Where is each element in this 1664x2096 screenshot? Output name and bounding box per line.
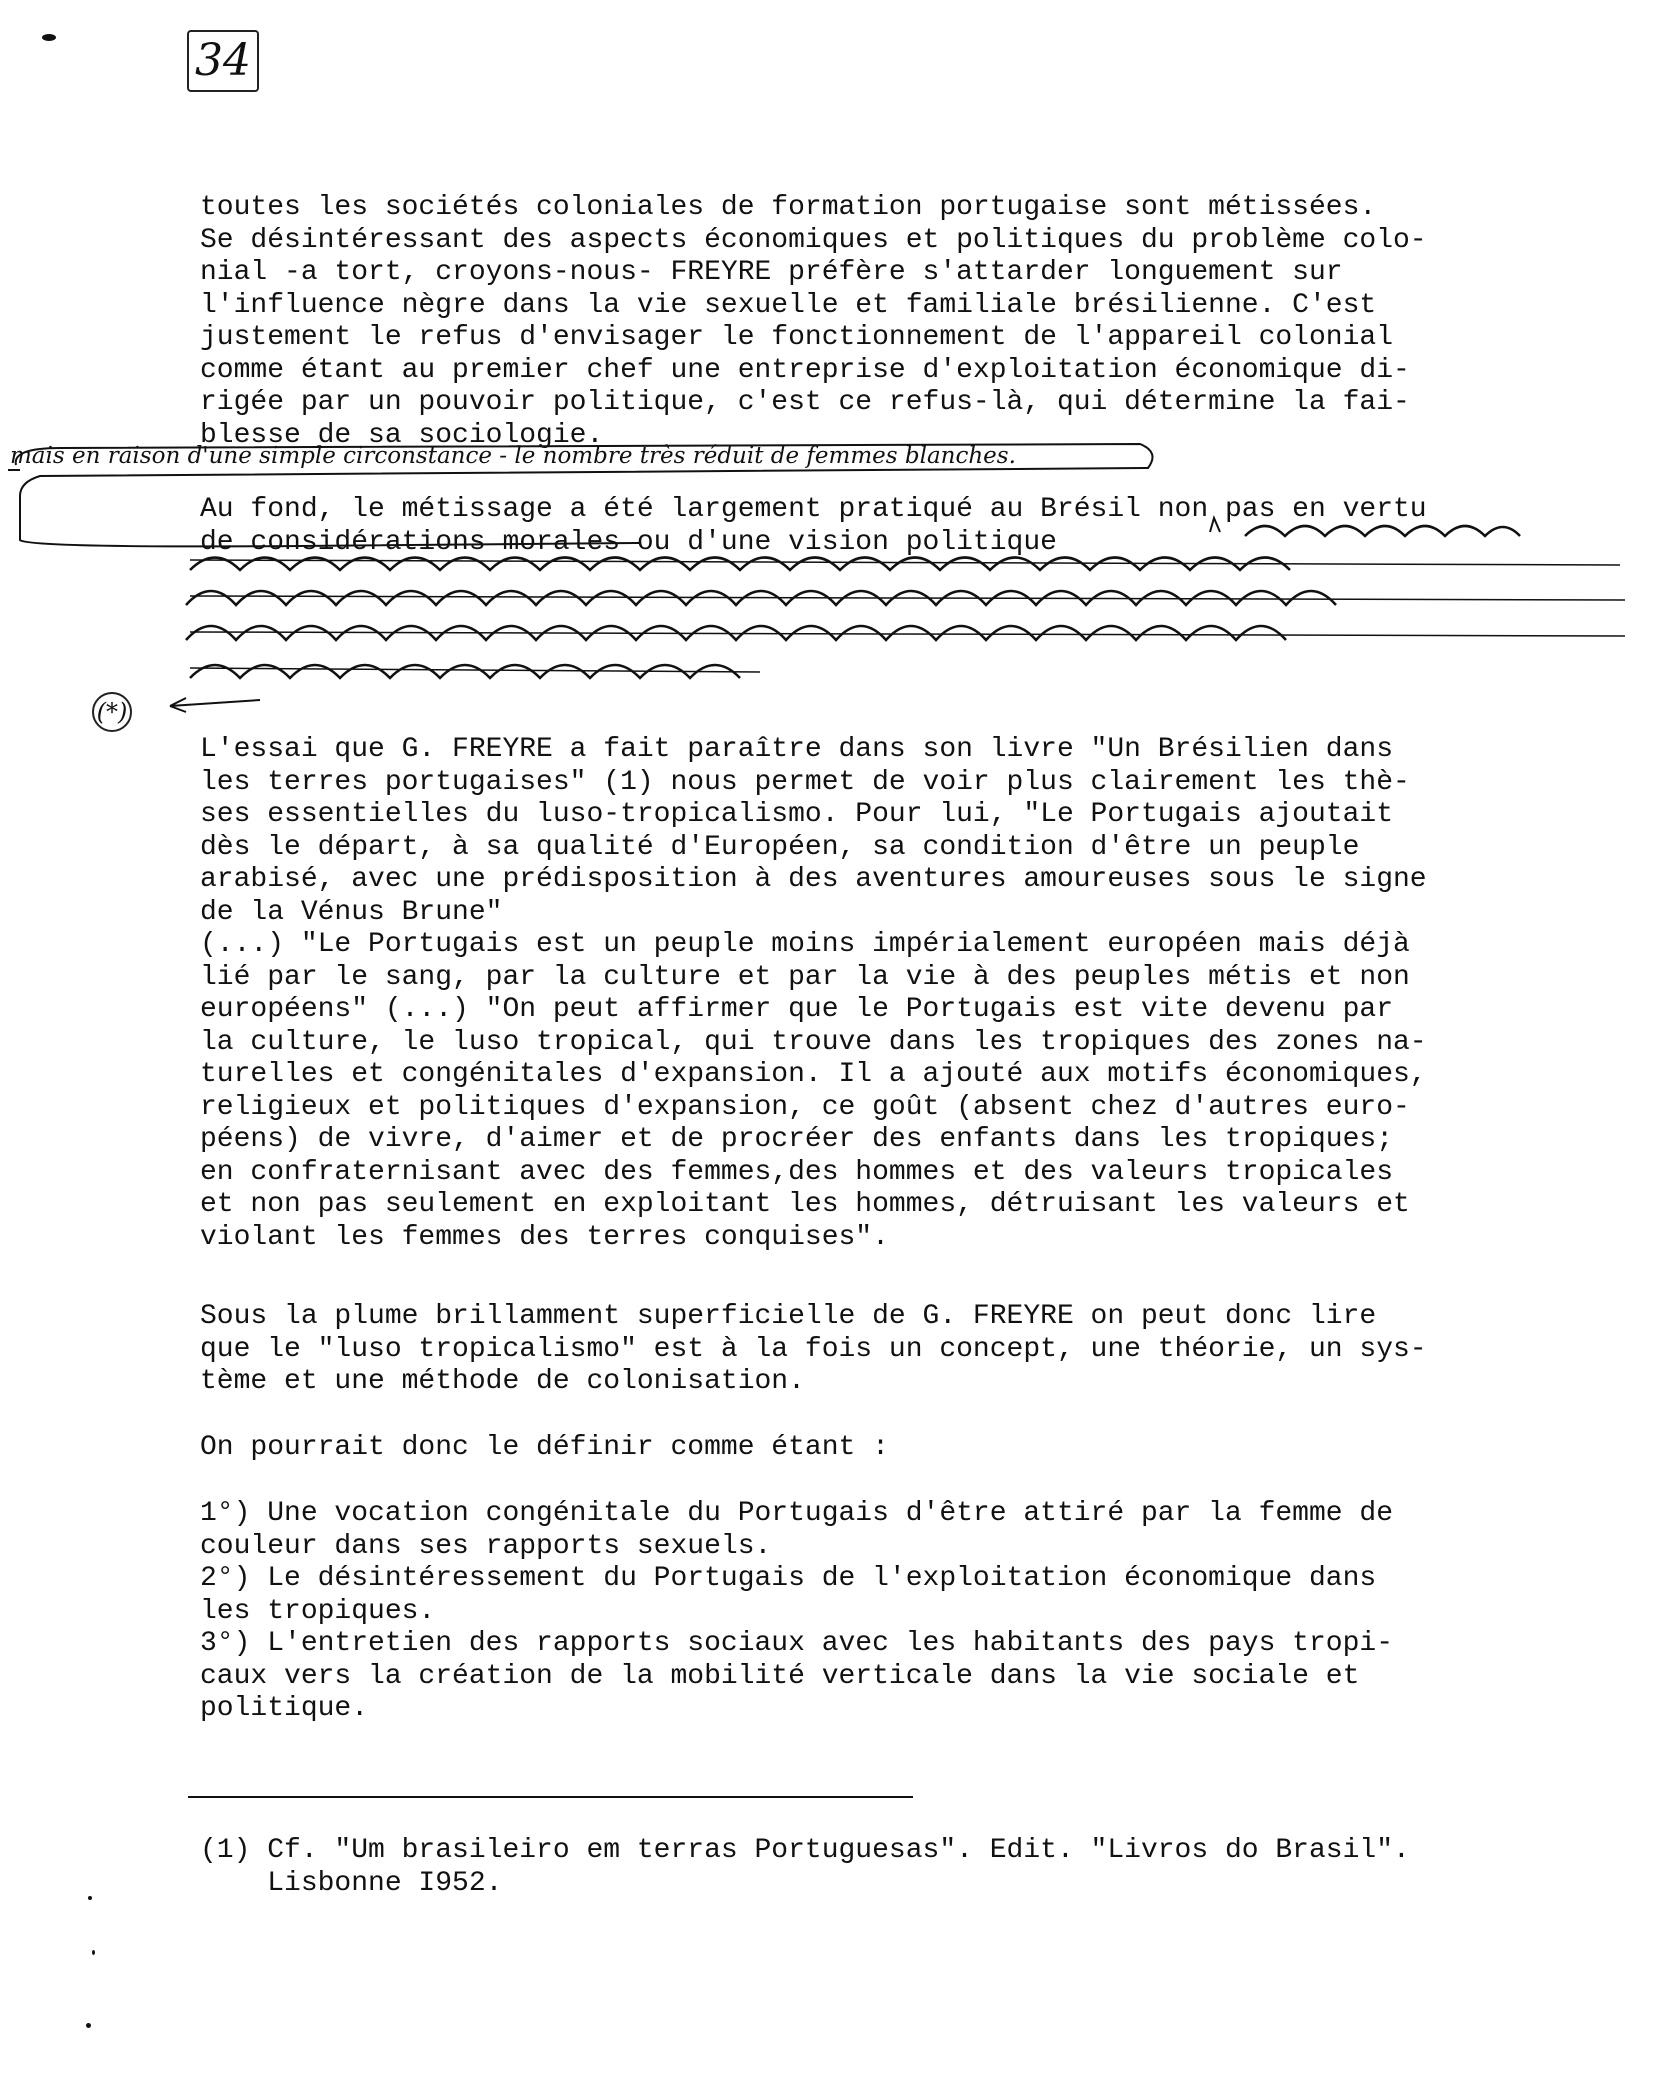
paragraph-1: toutes les sociétés coloniales de formation portugaise sont métissées. Se désintéressant des aspects économiques et politiques du problème colo- nial -a tort, croyons-nous- FREYRE préfère s'attarder longuement sur l'influence nègre dans la vie sexuelle et familiale brésilienne. C'est justement le refus d'envisager le fonctionnement de l'appareil colonial comme étant au premier chef une entreprise d'exploitation économique di- rigée par un pouvoir politique, c'est ce refus-là, qui détermine la fai- blesse de sa sociologie. bbox=[200, 192, 1427, 451]
handwritten-insert: mais en raison d'une simple circonstance - le nombre très réduit de femmes blanches. bbox=[10, 443, 1016, 469]
paragraph-3: L'essai que G. FREYRE a fait paraître dans son livre "Un Brésilien dans les terres portugaises" (1) nous permet de voir plus clairement les thè- ses essentielles du luso-tropicalismo. Pour lui, "Le Portugais ajoutait dès le départ, à sa qualité d'Européen, sa condition d'être un peuple arabisé, avec une prédisposition à des aventures amoureuses sous le signe de la Vénus Brune" (...) "Le Portugais est un peuple moins impérialement européen mais déjà lié par le sang, par la culture et par la vie à des peuples métis et non européens" (...) "On peut affirmer que le Portugais est vite devenu par la culture, le luso tropical, qui trouve dans les tropiques des zones na- turelles et congénitales d'expansion. Il a ajouté aux motifs économiques, religieux et politiques d'expansion, ce goût (absent chez d'autres euro- péens) de vivre, d'aimer et de procréer des enfants dans les tropiques; en confraternisant avec des femmes,des hommes et des valeurs tropicales et non pas seulement en exploitant les hommes, détruisant les valeurs et violant les femmes des terres conquises". bbox=[200, 734, 1427, 1253]
footnote: (1) Cf. "Um brasileiro em terras Portuguesas". Edit. "Livros do Brasil". Lisbonne I952. bbox=[200, 1835, 1410, 1899]
paragraph-5: On pourrait donc le définir comme étant : bbox=[200, 1432, 889, 1463]
paragraph-2: Au fond, le métissage a été largement pratiqué au Brésil non pas en vertu de considérations morales ou d'une vision politique bbox=[200, 494, 1427, 558]
margin-note-marker: (*) bbox=[92, 692, 132, 732]
enumerated-definition-list: 1°) Une vocation congénitale du Portugais d'être attiré par la femme de couleur dans ses rapports sexuels. 2°) Le désintéressement du Portugais de l'exploitation économique dans les tropiques. 3°) L'entretien des rapports sociaux avec les habitants des pays tropi- caux vers la création de la mobilité verticale dans la vie sociale et politique. bbox=[200, 1498, 1393, 1724]
paragraph-4: Sous la plume brillamment superficielle de G. FREYRE on peut donc lire que le "luso tropicalismo" est à la fois un concept, une théorie, un sys- tème et une méthode de colonisation. bbox=[200, 1301, 1427, 1397]
page-number: 34 bbox=[187, 30, 259, 92]
footnote-separator bbox=[188, 1796, 913, 1798]
